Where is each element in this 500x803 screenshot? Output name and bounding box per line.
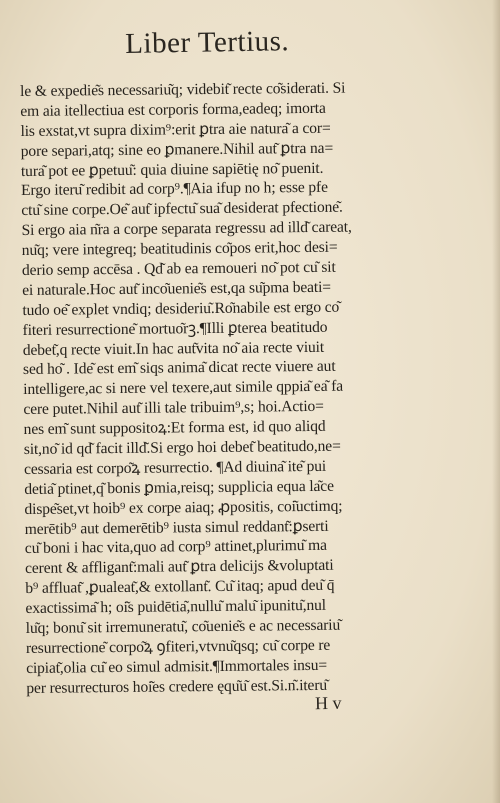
- text-line: lis exstat,vt supra dixim⁹:erit ꝑtra aie natura͂ a cor=: [20, 119, 331, 140]
- text-line: sit,no͂ id qd͂ facit illd͂.Si ergo hoi debet͂ beatitudo,ne=: [23, 437, 341, 459]
- text-line: debet͂,q recte viuit.In hac aut͂vita no͂ aia recte viuit: [22, 338, 325, 359]
- text-line: cere putet.Nihil aut͂ illi tale tribuim⁹,s; hoi.Actio=: [23, 398, 324, 419]
- text-line: dispe͂set,vt hoib⁹ ex corpe aiaq; ꝓpositis, coi͂uctimq;: [24, 497, 343, 518]
- text-line: tura͂ pot ee ꝑpetuu͂: quia diuine sapiētię no͂ puenit.: [20, 159, 324, 180]
- text-line: le & expedie͂s necessariu͂q; videbit͂ recte co͂siderati. Si: [20, 79, 346, 100]
- text-line: cessaria est corpo͂ꝝ resurrectio. ¶Ad diuina͂ ite͂ pui: [23, 457, 327, 478]
- page-edge-shadow: [492, 0, 500, 803]
- text-line: cu͂ boni i hac vita,quo ad corp⁹ attinet,plurimu͂ ma: [24, 537, 327, 558]
- text-line: per resurrecturos hoi͂es credere ęqu͂u͂ est.Si.n͂.iteru͂: [26, 676, 328, 697]
- text-line: resurrectione͂ corpo͂ꝝ ꝯfiteri,vtvnu͂qsq; cu͂ corpe re: [25, 636, 331, 657]
- text-line: ei naturale.Hoc aut͂ inco͂uenie͂s est,qa su͂pma beati=: [22, 278, 331, 299]
- body-text: [20, 78, 438, 699]
- text-line: detia͂ ptinet,q͂ bonis ꝑmia,reisq; supplicia equa la͂ce: [24, 477, 334, 498]
- text-line: em aia itellectiua est corporis forma,eadeq; imorta: [20, 99, 326, 120]
- text-line: fiteri resurrectione͂ mortuo͂rꝫ.¶Illi ꝑterea beatitudo: [22, 318, 328, 339]
- text-line: pore separi,atq; sine eo ꝑmanere.Nihil aut͂ ꝑtra na=: [20, 139, 334, 160]
- text-line: nes em͂ sunt suppositoꝝ:Et forma est, id quo aliqd: [23, 417, 326, 439]
- text-line: Ergo iteru͂ redibit ad corp⁹.¶Aia ifup no h; esse pfe: [21, 179, 328, 200]
- signature-mark: H v: [314, 692, 342, 714]
- text-line: intelligere,ac si nere vel texere,aut simile qppia͂ ea͂ fa: [23, 377, 344, 399]
- text-line: ctu͂ sine corpe.Oe͂ aut͂ ipfectu͂ sua͂ desiderat pfectione͂.: [21, 198, 343, 220]
- text-line: sed ho͂ . Ide͂ est em͂ siqs anima͂ dicat recte viuere aut: [22, 358, 336, 379]
- text-line: exactissima͂ h; oi͂s puidētia͂,nullu͂ malu͂ ipunitu͂,nul: [25, 596, 327, 618]
- text-line: Si ergo aia n͂ra a corpe separata regressu ad illd͂ careat,: [21, 218, 352, 240]
- text-line: nu͂q; vere integreq; beatitudinis co͂pos erit,hoc desi=: [21, 238, 338, 260]
- text-line: lu͂q; bonu͂ sit irremuneratu͂, co͂uenie͂s e ac necessariu͂: [25, 616, 341, 638]
- text-line: cerent & affligant͂:mali aut͂ ꝑtra delicijs &voluptati: [25, 557, 334, 578]
- text-line: cipiat͂,olia cu͂ eo simul admisit.¶Immortales insu=: [26, 656, 328, 677]
- text-line: b⁹ affluat͂ ,ꝑualeat͂,& extollant͂. Cu͂ itaq; apud deu͂ q̄: [25, 577, 335, 598]
- text-line: merētib⁹ aut demerētib⁹ iusta simul reddant͂:ꝑserti: [24, 517, 329, 538]
- running-header: Liber Tertius.: [125, 25, 290, 60]
- text-line: tudo oe͂ explet vndiq; desideriu͂.Ro͂nabile est ergo co͂: [22, 298, 340, 319]
- text-line: derio semp accēsa . Qd͂ ab ea remoueri no͂ pot cu͂ sit: [21, 258, 336, 280]
